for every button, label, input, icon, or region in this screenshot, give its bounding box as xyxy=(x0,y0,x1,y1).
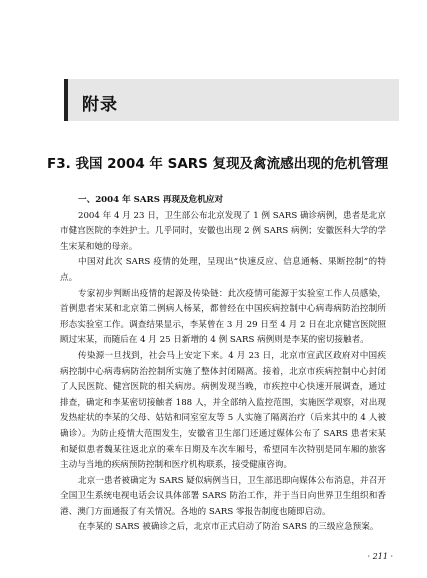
paragraph: 专家初步判断出疫情的起源及传染链：此次疫情可能源于实验室工作人员感染，首例患者宋某和北京第二例病人杨某，都曾经在中国疾病控制中心病毒病防治控制所形态实验室工作。调查结果显示，李某曾在 3 月 29 日至 4 月 2 日在北京健宫医院照顾过宋某，而随后在 4 月 25 日新增的 4 例 SARS 病例则是李某的密切接触者。 xyxy=(60,288,386,346)
page-number: · 211 · xyxy=(367,552,393,561)
paragraph: 中国对此次 SARS 疫情的处理，呈现出“快速反应、信息通畅、果断控制”的特点。 xyxy=(60,257,386,283)
body-text xyxy=(60,193,386,536)
paragraph: 传染源一旦找到，社会马上安定下来。4 月 23 日，北京市宣武区政府对中国疾病控制中心病毒病防治控制所实施了整体封闭隔离。接着，北京市疾病控制中心封闭了人民医院、健宫医院的相关病房。病例发现当晚，市疾控中心快速开展调查，通过排查，确定和李某密切接触者 188 人，并全部纳入监控范围，实施医学观察，对出现发热症状的李某的父母、姑姑和同室室友等 5 人实施了隔离治疗（后来其中的 4 人被确诊）。为防止疫情大范围发生，安徽省卫生部门还通过媒体公布了 SARS 患者宋某和疑似患者魏某往返北京的乘车日期及车次车厢号，希望同车次特别是同车厢的旅客主动与当地的疾病预防控制和医疗机构联系，接受健康咨询。 xyxy=(60,350,386,471)
appendix-title: 附录 xyxy=(82,95,118,115)
section-heading: 一、2004 年 SARS 再现及危机应对 xyxy=(78,195,224,205)
paragraph: 2004 年 4 月 23 日，卫生部公布北京发现了 1 例 SARS 确诊病例，患者是北京市健宫医院的李姓护士。几乎同时，安徽也出现 2 例 SARS 病例；安徽医科大学的学生宋某和她的母亲。 xyxy=(60,210,386,252)
paragraph: 在李某的 SARS 被确诊之后，北京市正式启动了防治 SARS 的三级应急预案。 xyxy=(78,522,379,533)
chapter-title: F3. 我国 2004 年 SARS 复现及禽流感出现的危机管理 xyxy=(47,156,389,172)
paragraph: 北京一患者被确定为 SARS 疑似病例当日，卫生部迅即向媒体公布消息，并召开全国卫生系统电视电话会议具体部署 SARS 防治工作，并于当日向世界卫生组织和香港、澳门方面通报了有关情况。各地的 SARS 零报告制度也随即启动。 xyxy=(60,475,386,517)
